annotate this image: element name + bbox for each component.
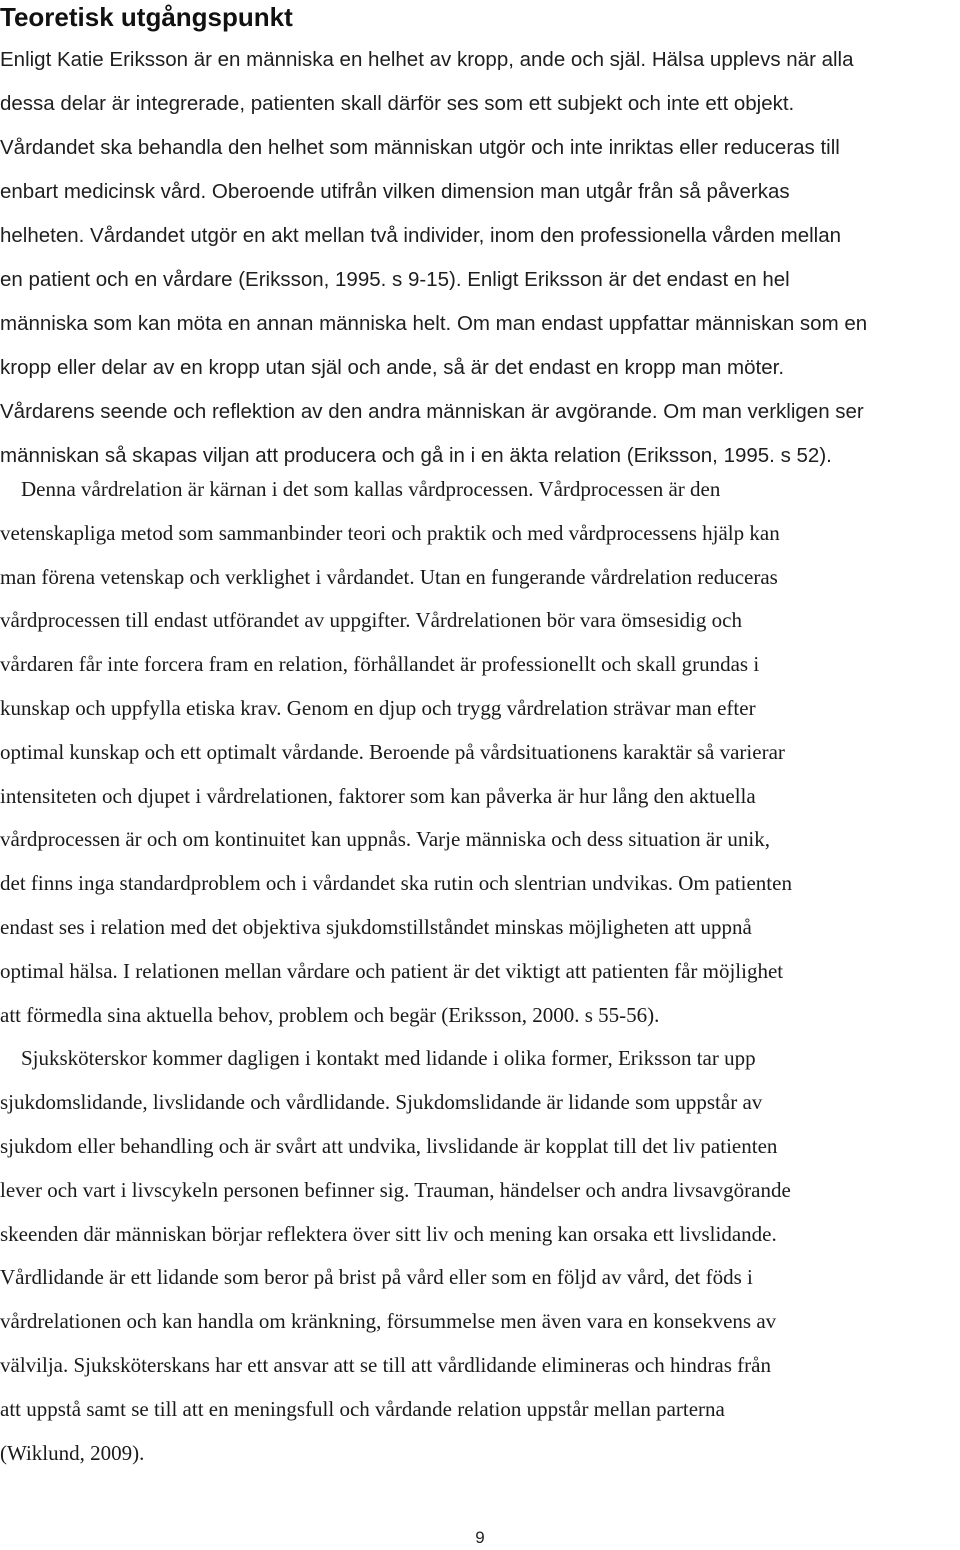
text-line: Sjuksköterskor kommer dagligen i kontakt med lidande i olika former, Eriksson tar upp [0, 1046, 756, 1071]
text-line: Enligt Katie Eriksson är en människa en helhet av kropp, ande och själ. Hälsa upplevs när alla [0, 48, 854, 71]
text-line: att förmedla sina aktuella behov, problem och begär (Eriksson, 2000. s 55-56). [0, 1002, 660, 1027]
text-line: Vårdarens seende och reflektion av den andra människan är avgörande. Om man verkligen ser [0, 400, 864, 423]
text-line: sjukdomslidande, livslidande och vårdlidande. Sjukdomslidande är lidande som uppstår av [0, 1090, 763, 1115]
text-line: välvilja. Sjuksköterskans har ett ansvar att se till att vårdlidande elimineras och hindras från [0, 1352, 771, 1377]
text-line: optimal kunskap och ett optimalt vårdande. Beroende på vårdsituationens karaktär så varierar [0, 739, 785, 764]
text-line: vårdprocessen till endast utförandet av uppgifter. Vårdrelationen bör vara ömsesidig och [0, 608, 742, 633]
text-line: det finns inga standardproblem och i vårdandet ska rutin och slentrian undvikas. Om patienten [0, 871, 792, 896]
text-line: helheten. Vårdandet utgör en akt mellan två individer, inom den professionella vården mellan [0, 224, 842, 247]
section-heading: Teoretisk utgångspunkt [0, 2, 293, 32]
text-line: människa som kan möta en annan människa helt. Om man endast uppfattar människan som en [0, 312, 868, 335]
text-line: vårdrelationen och kan handla om kränkning, försummelse men även vara en konsekvens av [0, 1309, 777, 1334]
text-line: intensiteten och djupet i vårdrelationen, faktorer som kan påverka är hur lång den aktuella [0, 783, 756, 808]
intro-paragraph [0, 38, 960, 478]
text-line: människan så skapas viljan att producera och gå in i en äkta relation (Eriksson, 1995. s 52). [0, 444, 832, 467]
text-line: kropp eller delar av en kropp utan själ och ande, så är det endast en kropp man möter. [0, 356, 785, 379]
text-line: enbart medicinsk vård. Oberoende utifrån vilken dimension man utgår från så påverkas [0, 180, 790, 203]
text-line: Vårdlidande är ett lidande som beror på brist på vård eller som en följd av vård, det föds i [0, 1265, 753, 1290]
text-line: att uppstå samt se till att en meningsfull och vårdande relation uppstår mellan parterna [0, 1396, 725, 1421]
text-line: (Wiklund, 2009). [0, 1440, 145, 1465]
text-line: en patient och en vårdare (Eriksson, 1995. s 9-15). Enligt Eriksson är det endast en hel [0, 268, 790, 291]
text-line: dessa delar är integrerade, patienten skall därför ses som ett subjekt och inte ett objekt. [0, 92, 795, 115]
text-line: vårdprocessen är och om kontinuitet kan uppnås. Varje människa och dess situation är unik, [0, 827, 771, 852]
text-line: kunskap och uppfylla etiska krav. Genom en djup och trygg vårdrelation strävar man efter [0, 695, 756, 720]
page-number: 9 [475, 1528, 485, 1547]
text-line: endast ses i relation med det objektiva sjukdomstillståndet minskas möjligheten att uppnå [0, 914, 752, 939]
text-line: skeenden där människan börjar reflektera över sitt liv och mening kan orsaka ett livslidande. [0, 1221, 777, 1246]
text-line: Vårdandet ska behandla den helhet som människan utgör och inte inriktas eller reduceras till [0, 136, 840, 159]
text-line: Denna vårdrelation är kärnan i det som kallas vårdprocessen. Vårdprocessen är den [0, 477, 721, 501]
text-line: vårdaren får inte forcera fram en relation, förhållandet är professionellt och skall grundas i [0, 652, 760, 677]
text-line: sjukdom eller behandling och är svårt att undvika, livslidande är kopplat till det liv patienten [0, 1133, 778, 1158]
text-line: man förena vetenskap och verklighet i vårdandet. Utan en fungerande vårdrelation reduceras [0, 564, 778, 589]
body-paragraphs [0, 468, 960, 1475]
text-line: vetenskapliga metod som sammanbinder teori och praktik och med vårdprocessens hjälp kan [0, 520, 780, 545]
text-line: lever och vart i livscykeln personen befinner sig. Trauman, händelser och andra livsavgörande [0, 1177, 791, 1202]
text-line: optimal hälsa. I relationen mellan vårdare och patient är det viktigt att patienten får möjlighet [0, 958, 784, 983]
